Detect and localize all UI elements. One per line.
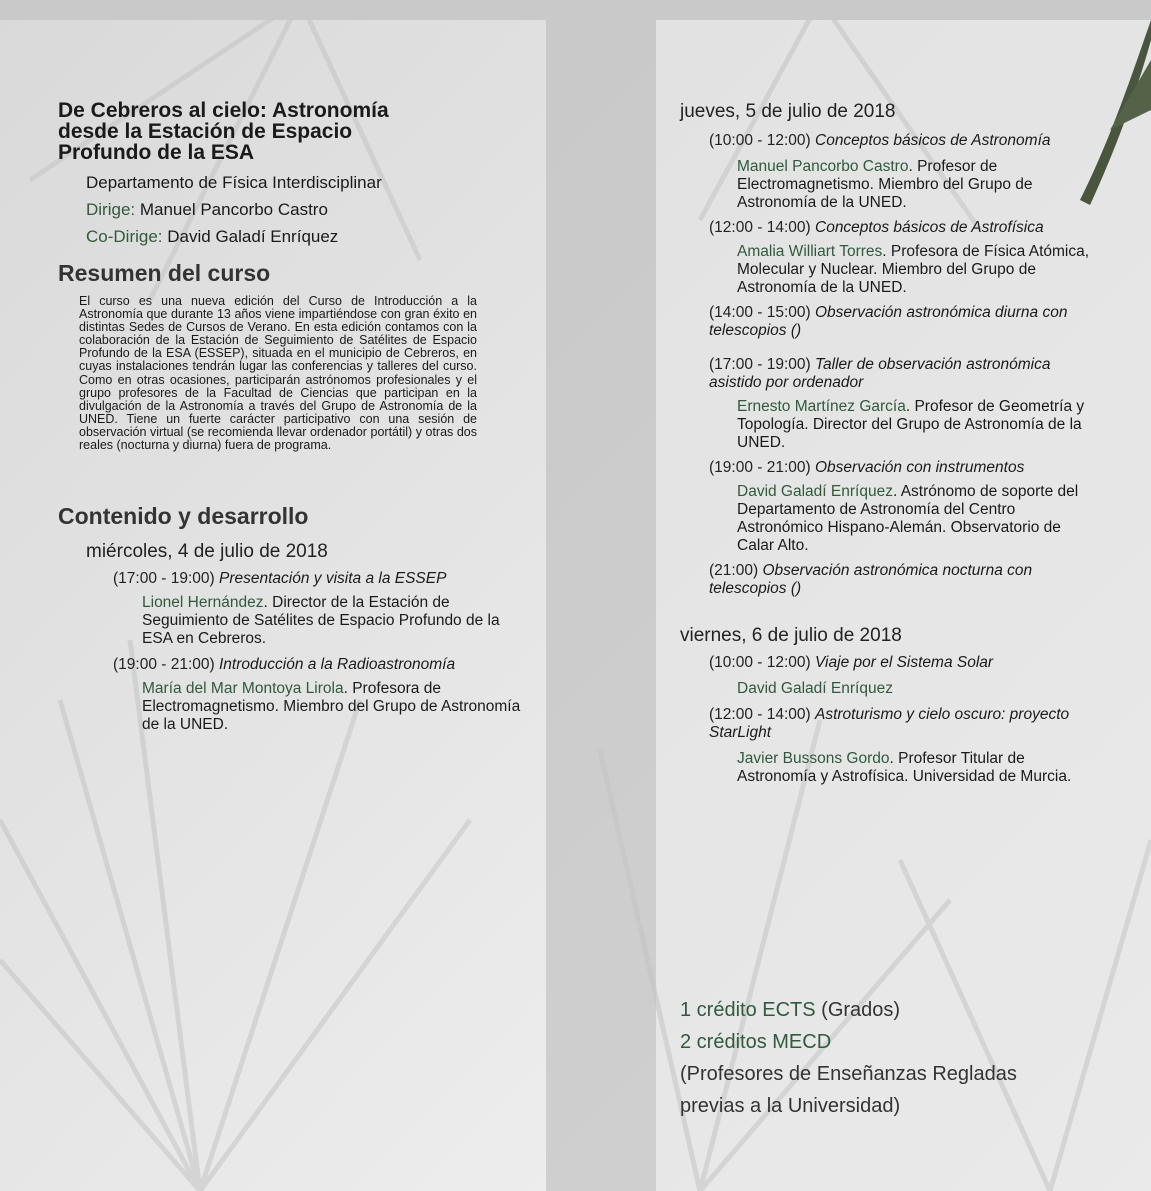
- speaker-name: Javier Bussons Gordo: [737, 750, 890, 767]
- speaker-name: María del Mar Montoya Lirola: [142, 680, 344, 698]
- session-speaker: [737, 243, 1100, 297]
- speaker-desc: . Astrónomo de soporte del Departamento de Astronomía del Centro Astronómico Hispano-Alemán. Observatorio de Calar Alto.: [737, 483, 1079, 554]
- session-item: [709, 304, 1100, 340]
- resumen-text: El curso es una nueva edición del Curso de Introducción a la Astronomía que durante 13 años viene impartiéndose con gran éxito en distintas Sedes de Cursos de Verano. En esta edición contamos con la colaboración de la Estación de Seguimiento de Satélites de Espacio Profundo de la ESA (ESSEP), situada en el municipio de Cebreros, en cuyas instalaciones tendrán lugar las conferencias y talleres del curso. Como en otras ocasiones, participarán astrónomos profesionales y el grupo profesores de la Facultad de Ciencias que participan en la divulgación de la Astronomía a través del Grupo de Astronomía de la UNED. Tiene un fuerte carácter participativo con una sesión de observación virtual (se recomienda llevar ordenador portátil) y otras dos reales (nocturna y diurna) fuera de programa.: [79, 294, 477, 453]
- contenido-heading: Contenido y desarrollo: [58, 503, 309, 530]
- course-meta: [86, 169, 528, 250]
- session-item: [709, 654, 1100, 672]
- dirige-line: [86, 196, 528, 223]
- session-speaker: [737, 680, 1100, 698]
- session-item: [709, 356, 1100, 392]
- day-wednesday: [86, 540, 528, 734]
- sessions: [709, 132, 1100, 598]
- session-topic: Presentación y visita a la ESSEP: [219, 570, 447, 588]
- dirige-name: Manuel Pancorbo Castro: [139, 200, 328, 219]
- ects-label: 1 crédito ECTS: [680, 999, 816, 1021]
- session-item: [709, 562, 1100, 598]
- day-friday: [680, 624, 1100, 786]
- speaker-name: Amalia Williart Torres: [737, 243, 883, 260]
- session-topic: Observación astronómica diurna con telescopios (): [709, 304, 1068, 339]
- resumen-heading: Resumen del curso: [58, 260, 271, 286]
- session-speaker: [737, 483, 1100, 555]
- credits-ects: [680, 994, 1080, 1026]
- title-line: Profundo de la ESA: [58, 141, 255, 164]
- speaker-name: David Galadí Enríquez: [737, 680, 893, 697]
- department: Departamento de Física Interdisciplinar: [86, 173, 382, 192]
- title-line: desde la Estación de Espacio: [58, 120, 353, 143]
- codirige-name: David Galadí Enríquez: [167, 227, 339, 246]
- speaker-name: Manuel Pancorbo Castro: [737, 158, 909, 175]
- session-item: [113, 570, 528, 588]
- session-topic: Conceptos básicos de Astrofísica: [815, 219, 1044, 236]
- session-time: (10:00 - 12:00): [709, 132, 811, 149]
- left-column: [58, 100, 528, 734]
- session-time: (19:00 - 21:00): [113, 656, 215, 674]
- session-topic: Viaje por el Sistema Solar: [815, 654, 994, 671]
- credits-block: [680, 994, 1080, 1122]
- right-column: [680, 100, 1100, 786]
- session-speaker: [737, 398, 1100, 452]
- session-item: [709, 706, 1100, 742]
- session-topic: Introducción a la Radioastronomía: [219, 656, 456, 674]
- session-item: [113, 656, 528, 674]
- codirige-line: [86, 223, 528, 250]
- session-time: (12:00 - 14:00): [709, 706, 811, 723]
- day-date: viernes, 6 de julio de 2018: [680, 625, 902, 646]
- session-topic: Observación astronómica nocturna con telescopios (): [709, 562, 1033, 597]
- session-speaker: [737, 750, 1100, 786]
- credits-note: (Profesores de Enseñanzas Regladas previas a la Universidad): [680, 1063, 1017, 1117]
- session-time: (21:00): [709, 562, 759, 579]
- session-time: (10:00 - 12:00): [709, 654, 811, 671]
- session-time: (14:00 - 15:00): [709, 304, 811, 321]
- credits-mecd: 2 créditos MECD: [680, 1031, 832, 1053]
- day-thursday: [680, 100, 1100, 598]
- sessions: [113, 570, 528, 734]
- session-topic: Astroturismo y cielo oscuro: proyecto StarLight: [709, 706, 1070, 741]
- session-speaker: [142, 680, 528, 734]
- speaker-desc: . Profesor de Electromagnetismo. Miembro del Grupo de Astronomía de la UNED.: [737, 158, 1033, 211]
- speaker-desc: . Profesora de Física Atómica, Molecular y Nuclear. Miembro del Grupo de Astronomía de la UNED.: [737, 243, 1090, 296]
- codirige-label: Co-Dirige:: [86, 227, 163, 246]
- session-time: (12:00 - 14:00): [709, 219, 811, 236]
- session-speaker: [142, 594, 528, 648]
- dirige-label: Dirige:: [86, 200, 136, 219]
- session-speaker: [737, 158, 1100, 212]
- session-item: [709, 219, 1100, 237]
- course-title: [58, 100, 528, 163]
- speaker-name: Ernesto Martínez García: [737, 398, 906, 415]
- session-item: [709, 459, 1100, 477]
- session-time: (19:00 - 21:00): [709, 459, 811, 476]
- speaker-desc: . Director de la Estación de Seguimiento de Satélites de Espacio Profundo de la ESA en Cebreros.: [142, 594, 500, 648]
- session-topic: Taller de observación astronómica asistido por ordenador: [709, 356, 1051, 391]
- session-item: [709, 132, 1100, 150]
- speaker-name: David Galadí Enríquez: [737, 483, 893, 500]
- sessions: [709, 654, 1100, 786]
- ects-note: (Grados): [821, 999, 901, 1021]
- session-topic: Conceptos básicos de Astronomía: [815, 132, 1051, 149]
- speaker-desc: . Profesora de Electromagnetismo. Miembro del Grupo de Astronomía de la UNED.: [142, 680, 521, 734]
- day-date: jueves, 5 de julio de 2018: [680, 101, 896, 122]
- session-topic: Observación con instrumentos: [815, 459, 1025, 476]
- title-line: De Cebreros al cielo: Astronomía: [58, 99, 389, 122]
- speaker-desc: . Profesor Titular de Astronomía y Astrofísica. Universidad de Murcia.: [737, 750, 1072, 785]
- speaker-name: Lionel Hernández: [142, 594, 264, 612]
- session-time: (17:00 - 19:00): [113, 570, 215, 588]
- session-time: (17:00 - 19:00): [709, 356, 811, 373]
- day-date: miércoles, 4 de julio de 2018: [86, 541, 328, 563]
- speaker-desc: . Profesor de Geometría y Topología. Director del Grupo de Astronomía de la UNED.: [737, 398, 1085, 451]
